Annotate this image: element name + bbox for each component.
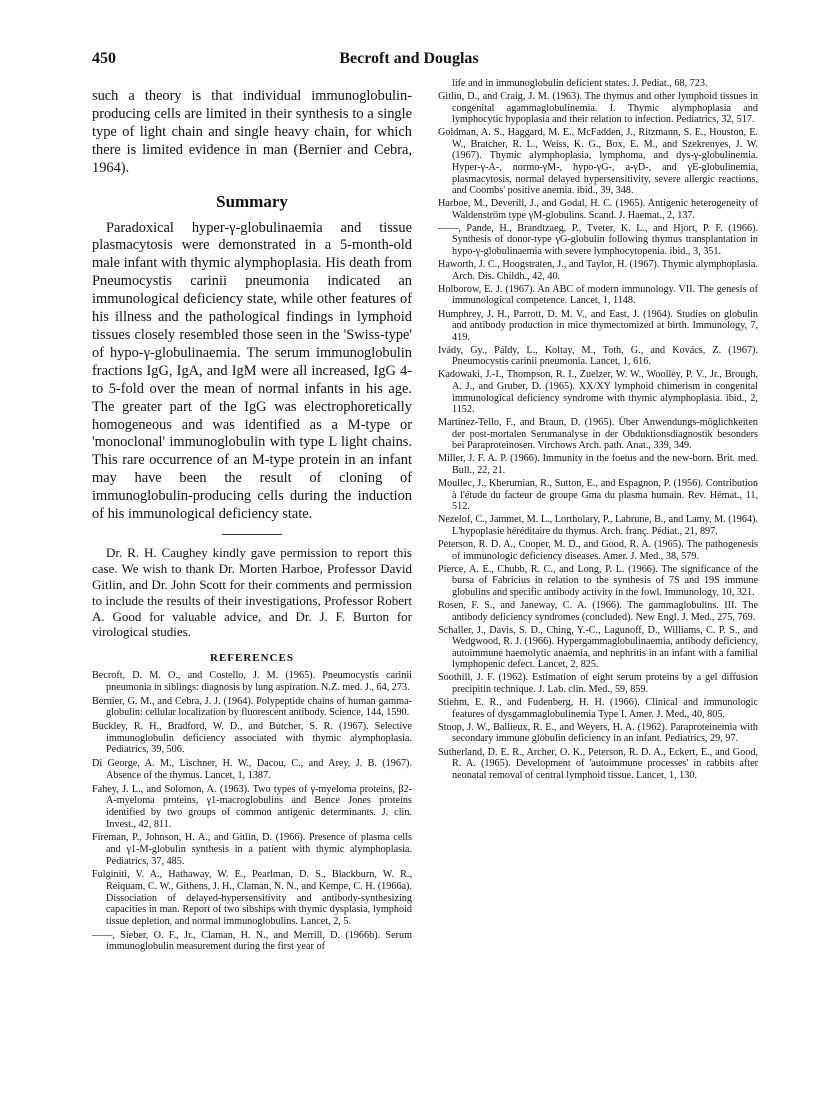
- reference-item: Stoop, J. W., Ballieux, R. E., and Weyers, H. A. (1962). Paraproteinemia with secondary immune globulin deficiency in an infant. Pediatrics, 29, 97.: [438, 721, 758, 745]
- reference-item: Harboe, M., Deverill, J., and Godal, H. C. (1965). Antigenic heterogeneity of Waldenström type γM-globulins. Scand. J. Haemat., 2, 137.: [438, 198, 758, 221]
- reference-item: Fireman, P., Johnson, H. A., and Gitlin, D. (1966). Presence of plasma cells and γ1-M-globulin synthesis in a patient with thymic alymphoplasia. Pediatrics, 37, 485.: [92, 832, 412, 867]
- reference-item: Fulginiti, V. A., Hathaway, W. E., Pearlman, D. S., Blackburn, W. R., Reiquam, C. W., Githens, J. H., Claman, N. N., and Kempe, C. H. (1966a). Dissociation of delayed-hypersensitivity and antibody-synthesizing capacities in man. Report of two sibships with thymic dysplasia, lymphoid tissue depletion, and normal immunoglobulins. Lancet, 2, 5.: [92, 869, 412, 927]
- reference-item: Becroft, D. M. O., and Costello, J. M. (1965). Pneumocystis carinii pneumonia in siblings: diagnosis by lung aspiration. N.Z. med. J., 64, 273.: [92, 670, 412, 693]
- reference-item: Gitlin, D., and Craig, J. M. (1963). The thymus and other lymphoid tissues in congenital agammaglobulinemia. I. Thymic alymphoplasia and lymphocytic hypoplasia and their relation to infection. Pediatrics, 32, 517.: [438, 91, 758, 126]
- reference-item: Peterson, R. D. A., Cooper, M. D., and Good, R. A. (1965). The pathogenesis of immunologic deficiency diseases. Amer. J. Med., 38, 579.: [438, 539, 758, 562]
- reference-item: Schaller, J., Davis, S. D., Ching, Y.-C., Lagunoff, D., Williams, C. P. S., and Wedgwood, R. J. (1966). Hypergammaglobulinaemia, antibody deficiency, autoimmune haemolytic anaemia, and nephritis in an infant with a familial lymphopenic defect. Lancet, 2, 825.: [438, 624, 758, 671]
- reference-item: Bernier, G. M., and Cebra, J. J. (1964). Polypeptide chains of human gamma-globulin: cellular localization by fluorescent antibody. Science, 144, 1590.: [92, 695, 412, 719]
- reference-item: Sutherland, D. E. R., Archer, O. K., Peterson, R. D. A., Eckert, E., and Good, R. A. (1965). Development of 'autoimmune processes' in rabbits after neonatal removal of central lymphoid tissue. Lancet, 1, 130.: [438, 746, 758, 781]
- reference-item: ——, Sieber, O. F., Jr., Claman, H. N., and Merrill, D. (1966b). Serum immunoglobulin measurement during the first year of: [92, 929, 412, 953]
- page-header: [92, 50, 726, 74]
- acknowledgement: Dr. R. H. Caughey kindly gave permission to report this case. We wish to thank Dr. Morten Harboe, Professor David Gitlin, and Dr. John Scott for their comments and permission to include the results of their investigations, Professor Robert A. Good for valuable advice, and Dr. J. F. Burton for virological studies.: [92, 544, 412, 640]
- intro-paragraph: such a theory is that individual immunoglobulin-producing cells are limited in their synthesis to a single type of light chain and single heavy chain, for which there is limited evidence in man (Bernier and Cebra, 1964).: [92, 88, 412, 176]
- reference-item: Martinez-Tello, F., and Braun, D. (1965). Über Anwendungs-möglichkeiten der post-mortalen Serumanalyse in der Obduktionsdiagnostik besonders bei Paraproteinosen. Virchows Arch. path. Anat., 339, 349.: [438, 417, 758, 452]
- reference-continuation: life and in immunoglobulin deficient states. J. Pediat., 68, 723.: [452, 78, 708, 89]
- reference-item: Fahey, J. L., and Solomon, A. (1963). Two types of γ-myeloma proteins, β2-A-myeloma proteins, γ1-macroglobulins and Bence Jones proteins identified by two groups of common antigenic determinants. J. clin. Invest., 42, 811.: [92, 783, 412, 830]
- right-column: [438, 78, 758, 783]
- divider: [222, 534, 282, 535]
- reference-item: Haworth, J. C., Hoogstraten, J., and Taylor, H. (1967). Thymic alymphoplasia. Arch. Dis. Childh., 42, 40.: [438, 259, 758, 282]
- reference-item: Nezelof, C., Jammet, M. L., Lortholary, P., Labrune, B., and Lamy, M. (1964). L'hypoplasie héréditaire du thymus. Arch. franç. Pédiat., 21, 897.: [438, 514, 758, 537]
- reference-item: ——, Pande, H., Brandtzaeg, P., Tveter, K. L., and Hjort, P. F. (1966). Synthesis of donor-type γG-globulin following thymus transplantation in hypo-γ-globulinaemia with severe lymphocytopenia. ibid., 3, 351.: [438, 222, 758, 258]
- reference-item: Soothill, J. F. (1962). Estimation of eight serum proteins by a gel diffusion precipitin technique. J. Lab. clin. Med., 59, 859.: [438, 672, 758, 696]
- reference-item: Buckley, R. H., Bradford, W. D., and Butcher, S. R. (1967). Selective immunoglobulin deficiency associated with thymic alymphoplasia. Pediatrics, 39, 506.: [92, 721, 412, 756]
- reference-item: Pierce, A. E., Chubb, R. C., and Long, P. L. (1966). The significance of the bursa of Fabricius in relation to the synthesis of 7S and 19S immune globulins and specific antibody activity in the fowl. Immunology, 10, 321.: [438, 563, 758, 598]
- page-number: 450: [92, 50, 116, 67]
- running-head: Becroft and Douglas: [339, 50, 479, 67]
- reference-item: Stiehm, E. R., and Fudenberg, H. H. (1966). Clinical and immunologic features of dysgammaglobulinemia Type I. Amer. J. Med., 40, 805.: [438, 697, 758, 720]
- reference-item: Goldman, A. S., Haggard, M. E., McFadden, J., Ritzmann, S. E., Houston, E. W., Bratcher, R. L., Weiss, K. G., Box, E. M., and Szekrenyes, J. W. (1967). Thymic alymphoplasia, lymphoma, and dys-γ-globulinemia. Hyper-γ-A-, normo-γM-, hypo-γG-, a-γD-, and γE-globulinemia, plasmacytosis, normal delayed hypersensitivity, severe allergic reactions, and Coombs' positive anemia. ibid., 39, 348.: [438, 127, 758, 197]
- reference-item: Kadowaki, J.-I., Thompson, R. I., Zuelzer, W. W., Woolley, P. V., Jr., Brough, A. J., and Gruber, D. (1965). XX/XY lymphoid chimerism in congenital immunological deficiency syndrome with thymic alymphoplasia. ibid., 2, 1152.: [438, 369, 758, 416]
- reference-item: Miller, J. F. A. P. (1966). Immunity in the foetus and the new-born. Brit. med. Bull., 22, 21.: [438, 453, 758, 477]
- reference-item: Humphrey, J. H., Parrott, D. M. V., and East, J. (1964). Studies on globulin and antibody production in mice thymectomized at birth. Immunology, 7, 419.: [438, 308, 758, 343]
- summary-heading: Summary: [216, 191, 288, 211]
- summary-paragraph: Paradoxical hyper-γ-globulinaemia and tissue plasmacytosis were demonstrated in a 5-month-old male infant with thymic alymphoplasia. His death from Pneumocystis carinii pneumonia indicated an immunological deficiency state, while other features of his illness and the pathological findings in lymphoid tissues closely resembled those seen in the 'Swiss-type' of hypo-γ-globulinaemia. The serum immunoglobulin fractions IgG, IgA, and IgM were all increased, IgG 4- to 5-fold over the mean of normal infants in his age. The greater part of the IgG was electrophoretically homogeneous and was identified as a M-type or 'monoclonal' immunoglobulin with type L light chains. This rare occurrence of an M-type protein in an infant may have been the result of cloning of immunoglobulin-producing cells during the induction of his immunological deficiency state.: [92, 219, 412, 523]
- left-column: [92, 88, 412, 955]
- reference-item: Holborow, E. J. (1967). An ABC of modern immunology. VII. The genesis of immunological competence. Lancet, 1, 1148.: [438, 283, 758, 307]
- references-heading: REFERENCES: [210, 652, 294, 665]
- reference-item: Ivády, Gy., Páldy, L., Koltay, M., Toth, G., and Kovács, Z. (1967). Pneumocystis carinii pneumonia. Lancet, 1, 616.: [438, 344, 758, 368]
- reference-item: Moullec, J., Kherumian, R., Sutton, E., and Espagnon, P. (1956). Contribution à l'étude du facteur de groupe Gma du plasma humain. Rev. Hémat., 11, 512.: [438, 478, 758, 513]
- reference-item: Di George, A. M., Lischner, H. W., Dacou, C., and Arey, J. B. (1967). Absence of the thymus. Lancet, 1, 1387.: [92, 758, 412, 781]
- reference-item: Rosen, F. S., and Janeway, C. A. (1966). The gammaglobulins. III. The antibody deficiency syndromes (concluded). New Engl. J. Med., 275, 769.: [438, 600, 758, 623]
